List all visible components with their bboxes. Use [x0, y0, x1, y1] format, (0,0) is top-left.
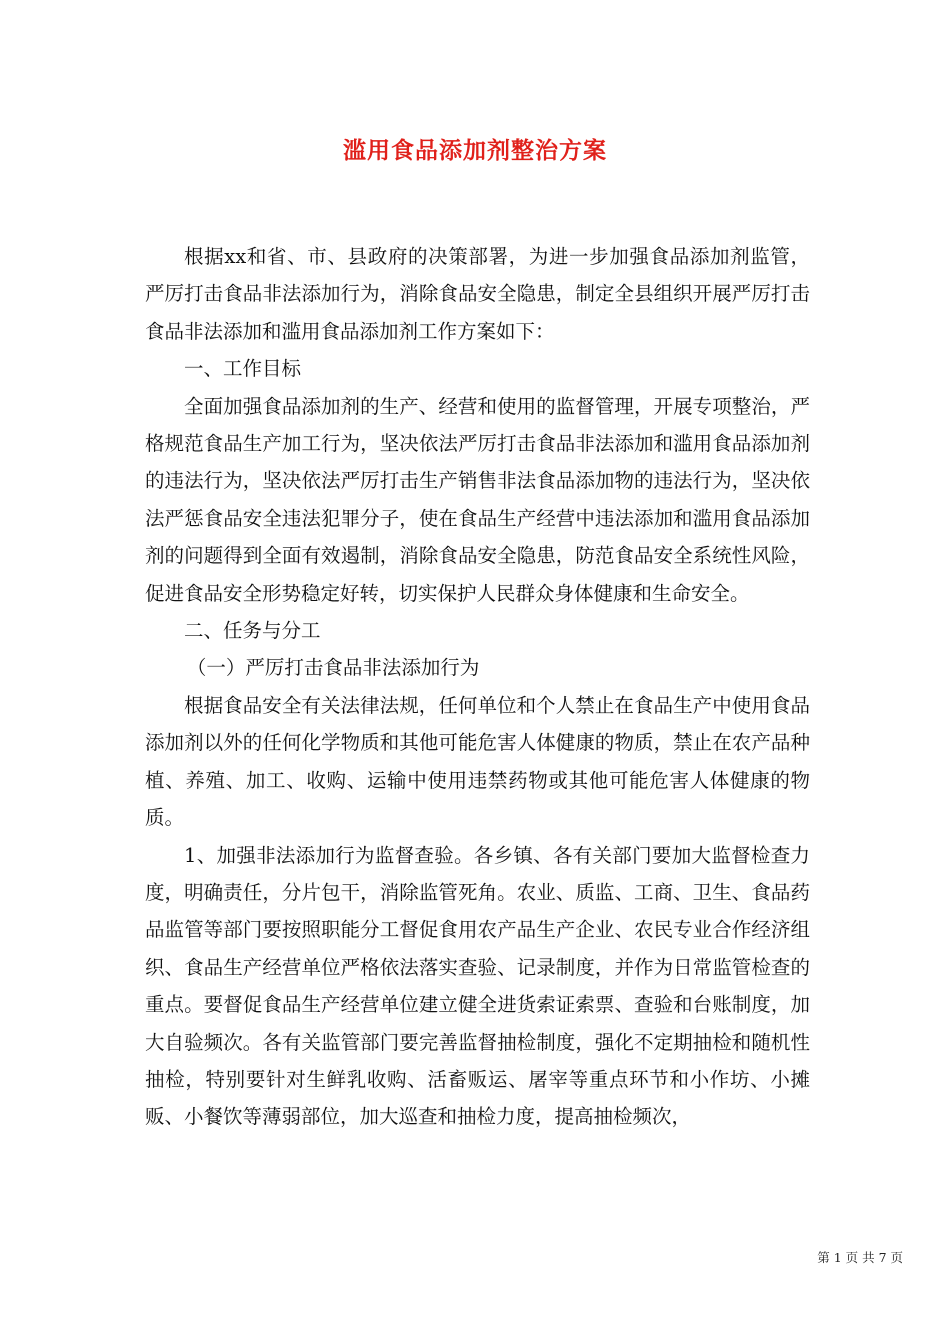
page-footer: 第 1 页 共 7 页 — [817, 1250, 903, 1265]
document-title: 滥用食品添加剂整治方案 — [343, 137, 607, 164]
paragraph-intro: 根据xx和省、市、县政府的决策部署，为进一步加强食品添加剂监管，严厉打击食品非法添加行为，消除食品安全隐患，制定全县组织开展严厉打击食品非法添加和滥用食品添加剂工作方案如下： — [145, 245, 810, 343]
section-heading-tasks: 二、任务与分工 — [184, 619, 321, 643]
document-body — [145, 238, 810, 1136]
paragraph-goals: 全面加强食品添加剂的生产、经营和使用的监督管理，开展专项整治，严格规范食品生产加工行为，坚决依法严厉打击食品非法添加和滥用食品添加剂的违法行为，坚决依法严厉打击生产销售非法食品添加物的违法行为，坚决依法严惩食品安全违法犯罪分子，使在食品生产经营中违法添加和滥用食品添加剂的问题得到全面有效遏制，消除食品安全隐患，防范食品安全系统性风险，促进食品安全形势稳定好转，切实保护人民群众身体健康和生命安全。 — [145, 394, 810, 605]
paragraph-crackdown: 根据食品安全有关法律法规，任何单位和个人禁止在食品生产中使用食品添加剂以外的任何化学物质和其他可能危害人体健康的物质，禁止在农产品种植、养殖、加工、收购、运输中使用违禁药物或其他可能危害人体健康的物质。 — [145, 693, 810, 830]
section-heading-goals: 一、工作目标 — [184, 357, 302, 381]
subsection-heading-crackdown: （一）严厉打击食品非法添加行为 — [186, 656, 480, 680]
paragraph-item-1: 1、加强非法添加行为监督查验。各乡镇、各有关部门要加大监督检查力度，明确责任，分片包干，消除监管死角。农业、质监、工商、卫生、食品药品监管等部门要按照职能分工督促食用农产品生产企业、农民专业合作经济组织、食品生产经营单位严格依法落实查验、记录制度，并作为日常监管检查的重点。要督促食品生产经营单位建立健全进货索证索票、查验和台账制度，加大自验频次。各有关监管部门要完善监督抽检制度，强化不定期抽检和随机性抽检，特别要针对生鲜乳收购、活畜贩运、屠宰等重点环节和小作坊、小摊贩、小餐饮等薄弱部位，加大巡查和抽检力度，提高抽检频次， — [145, 843, 810, 1129]
